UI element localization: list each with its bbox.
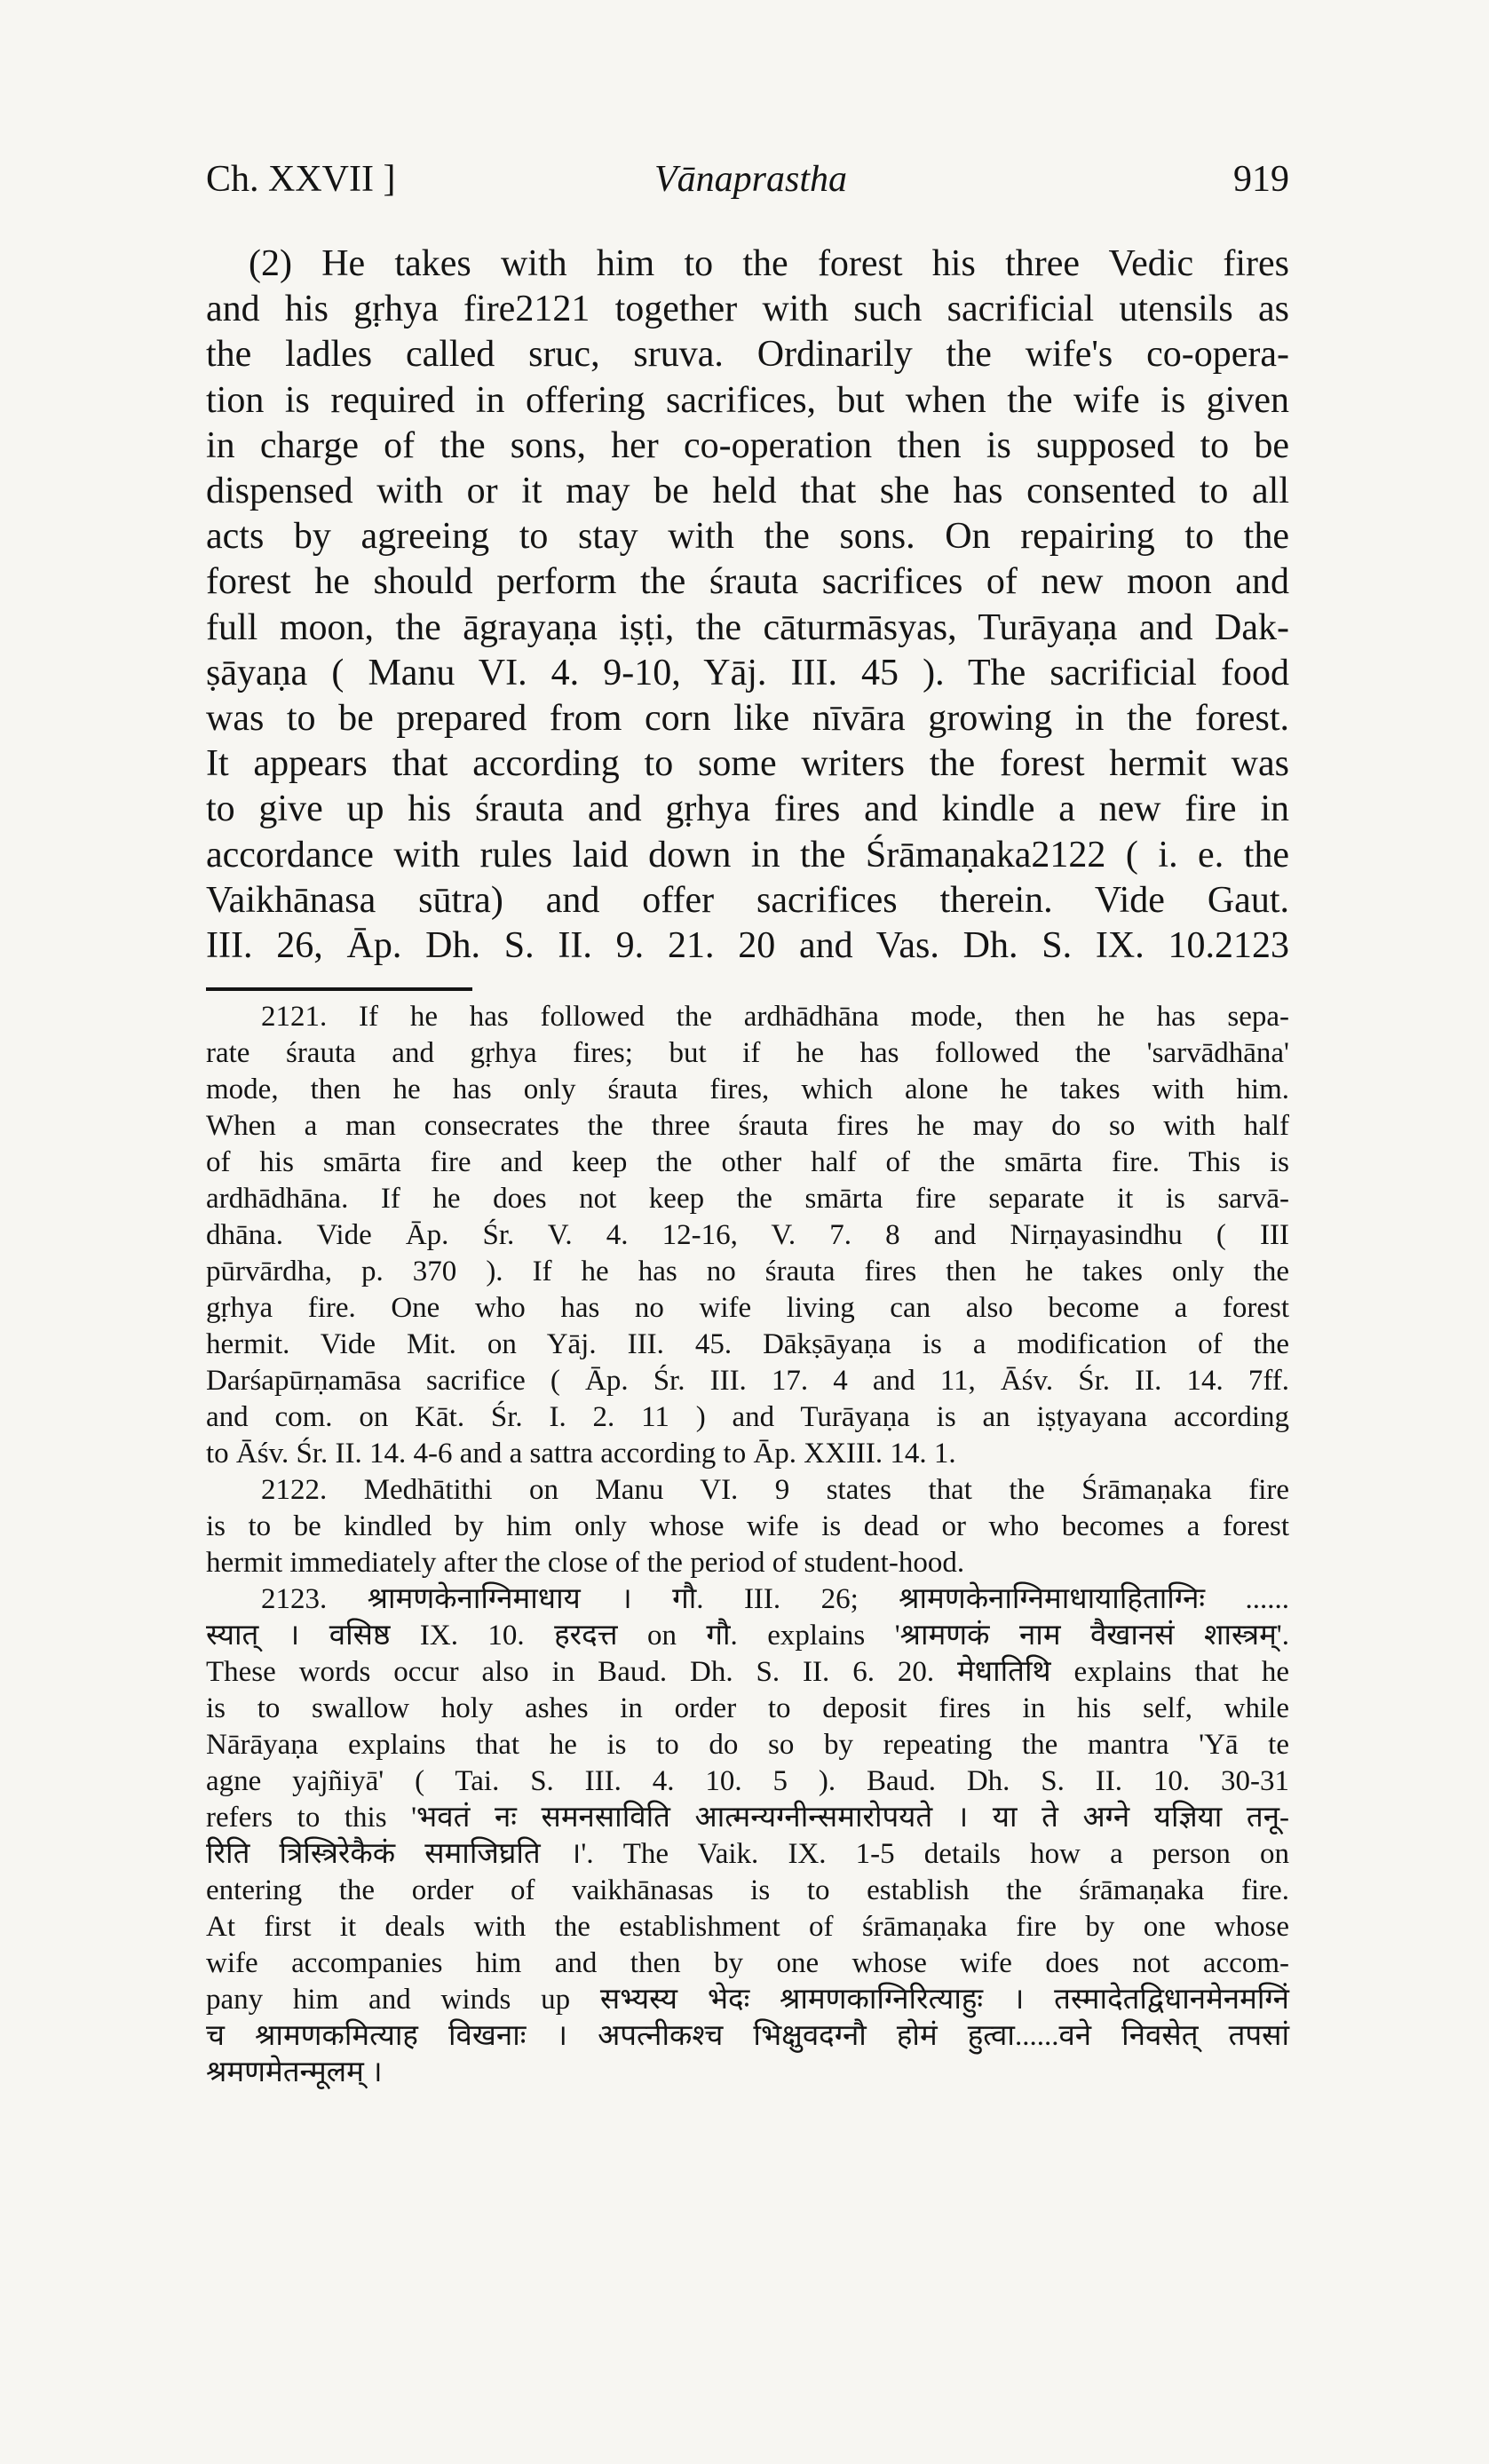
main-paragraph bbox=[206, 242, 1289, 969]
text-line: was to be prepared from corn like nīvāra growing in the forest. bbox=[206, 698, 1289, 740]
footnote-line: स्यात् । वसिष्ठ IX. 10. हरदत्त on गौ. explains 'श्रामणकं नाम वैखानसं शास्त्रम्'. bbox=[206, 1620, 1289, 1652]
footnote-line: 2123. श्रामणकेनाग्निमाधाय । गौ. III. 26; श्रामणकेनाग्निमाधायाहिताग्निः ...... bbox=[261, 1583, 1289, 1615]
footnote-line: is to swallow holy ashes in order to deposit fires in his self, while bbox=[206, 1692, 1289, 1724]
footnote-line: entering the order of vaikhānasas is to establish the śrāmaṇaka fire. bbox=[206, 1874, 1289, 1906]
running-title: Vānaprastha bbox=[654, 159, 848, 200]
text-line: tion is required in offering sacrifices, but when the wife is given bbox=[206, 379, 1289, 421]
text-line: accordance with rules laid down in the Śrāmaṇaka2122 ( i. e. the bbox=[206, 834, 1289, 875]
footnote-line: These words occur also in Baud. Dh. S. II. 6. 20. मेधातिथि explains that he bbox=[206, 1656, 1289, 1688]
running-header bbox=[206, 158, 1289, 220]
footnote-line: च श्रामणकमित्याह विखनाः । अपत्नीकश्च भिक्षुवदग्नौ होमं हुत्वा......वने निवसेत् तपसां bbox=[206, 2020, 1289, 2052]
text-line: to give up his śrauta and gṛhya fires and kindle a new fire in bbox=[206, 788, 1289, 830]
text-line: and his gṛhya fire2121 together with such sacrificial utensils as bbox=[206, 289, 1289, 330]
footnote-line: 2122. Medhātithi on Manu VI. 9 states that the Śrāmaṇaka fire bbox=[261, 1474, 1289, 1506]
footnote-line: pūrvārdha, p. 370 ). If he has no śrauta fires then he takes only the bbox=[206, 1256, 1289, 1287]
footnote-line: Darśapūrṇamāsa sacrifice ( Āp. Śr. III. 17. 4 and 11, Āśv. Śr. II. 14. 7ff. bbox=[206, 1365, 1289, 1397]
text-line: full moon, the āgrayaṇa iṣṭi, the cāturmāsyas, Turāyaṇa and Dak- bbox=[206, 606, 1289, 648]
footnote-line: of his smārta fire and keep the other half of the smārta fire. This is bbox=[206, 1146, 1289, 1178]
footnote-line: hermit. Vide Mit. on Yāj. III. 45. Dākṣāyaṇa is a modification of the bbox=[206, 1328, 1289, 1360]
footnote-line: pany him and winds up सभ्यस्य भेदः श्रामणकाग्निरित्याहुः । तस्मादेतद्विधानमेनमग्निं bbox=[206, 1984, 1289, 2016]
text-line: (2) He takes with him to the forest his three Vedic fires bbox=[249, 243, 1289, 284]
footnote-separator bbox=[206, 987, 472, 991]
footnote-line: and com. on Kāt. Śr. I. 2. 11 ) and Turāyaṇa is an iṣṭyayana according bbox=[206, 1401, 1289, 1433]
footnote-line: wife accompanies him and then by one whose wife does not accom- bbox=[206, 1947, 1289, 1979]
footnote-line: mode, then he has only śrauta fires, which alone he takes with him. bbox=[206, 1074, 1289, 1105]
chapter-label: Ch. XXVII ] bbox=[206, 159, 396, 200]
text-line: forest he should perform the śrauta sacrifices of new moon and bbox=[206, 561, 1289, 603]
text-line: in charge of the sons, her co-operation then is supposed to be bbox=[206, 424, 1289, 466]
text-line: acts by agreeing to stay with the sons. On repairing to the bbox=[206, 516, 1289, 558]
footnote-line: श्रमणमेतन्मूलम् । bbox=[206, 2056, 383, 2088]
footnote-line: agne yajñiyā' ( Tai. S. III. 4. 10. 5 ). Baud. Dh. S. II. 10. 30-31 bbox=[206, 1765, 1289, 1797]
footnote-line: hermit immediately after the close of the period of student-hood. bbox=[206, 1547, 965, 1579]
footnote-line: रिति त्रिस्त्रिरेकैकं समाजिघ्रति ।'. The Vaik. IX. 1-5 details how a person on bbox=[206, 1838, 1289, 1870]
text-line: the ladles called sruc, sruva. Ordinarily the wife's co-opera- bbox=[206, 334, 1289, 376]
text-line: Vaikhānasa sūtra) and offer sacrifices therein. Vide Gaut. bbox=[206, 879, 1289, 921]
text-line: It appears that according to some writers the forest hermit was bbox=[206, 743, 1289, 785]
footnote-line: Nārāyaṇa explains that he is to do so by repeating the mantra 'Yā te bbox=[206, 1729, 1289, 1761]
footnote-line: dhāna. Vide Āp. Śr. V. 4. 12-16, V. 7. 8 and Nirṇayasindhu ( III bbox=[206, 1219, 1289, 1251]
text-line: ṣāyaṇa ( Manu VI. 4. 9-10, Yāj. III. 45 ). The sacrificial food bbox=[206, 652, 1289, 693]
text-line: III. 26, Āp. Dh. S. II. 9. 21. 20 and Vas. Dh. S. IX. 10.2123 bbox=[206, 925, 1289, 967]
footnote-line: ardhādhāna. If he does not keep the smārta fire separate it is sarvā- bbox=[206, 1183, 1289, 1215]
footnotes bbox=[206, 999, 1289, 2091]
footnote-line: to Āśv. Śr. II. 14. 4-6 and a sattra according to Āp. XXIII. 14. 1. bbox=[206, 1438, 956, 1470]
page-number: 919 bbox=[1233, 159, 1289, 200]
text-line: dispensed with or it may be held that she has consented to all bbox=[206, 471, 1289, 512]
footnote-line: At first it deals with the establishment of śrāmaṇaka fire by one whose bbox=[206, 1911, 1289, 1943]
footnote-line: 2121. If he has followed the ardhādhāna mode, then he has sepa- bbox=[261, 1001, 1289, 1033]
footnote-line: is to be kindled by him only whose wife is dead or who becomes a forest bbox=[206, 1510, 1289, 1542]
footnote-line: gṛhya fire. One who has no wife living can also become a forest bbox=[206, 1292, 1289, 1324]
footnote-line: When a man consecrates the three śrauta fires he may do so with half bbox=[206, 1110, 1289, 1142]
footnote-line: refers to this 'भवतं नः समनसाविति आत्मन्यग्नीन्समारोपयते । या ते अग्ने यज्ञिया तनू- bbox=[206, 1802, 1289, 1834]
footnote-line: rate śrauta and gṛhya fires; but if he has followed the 'sarvādhāna' bbox=[206, 1037, 1289, 1069]
